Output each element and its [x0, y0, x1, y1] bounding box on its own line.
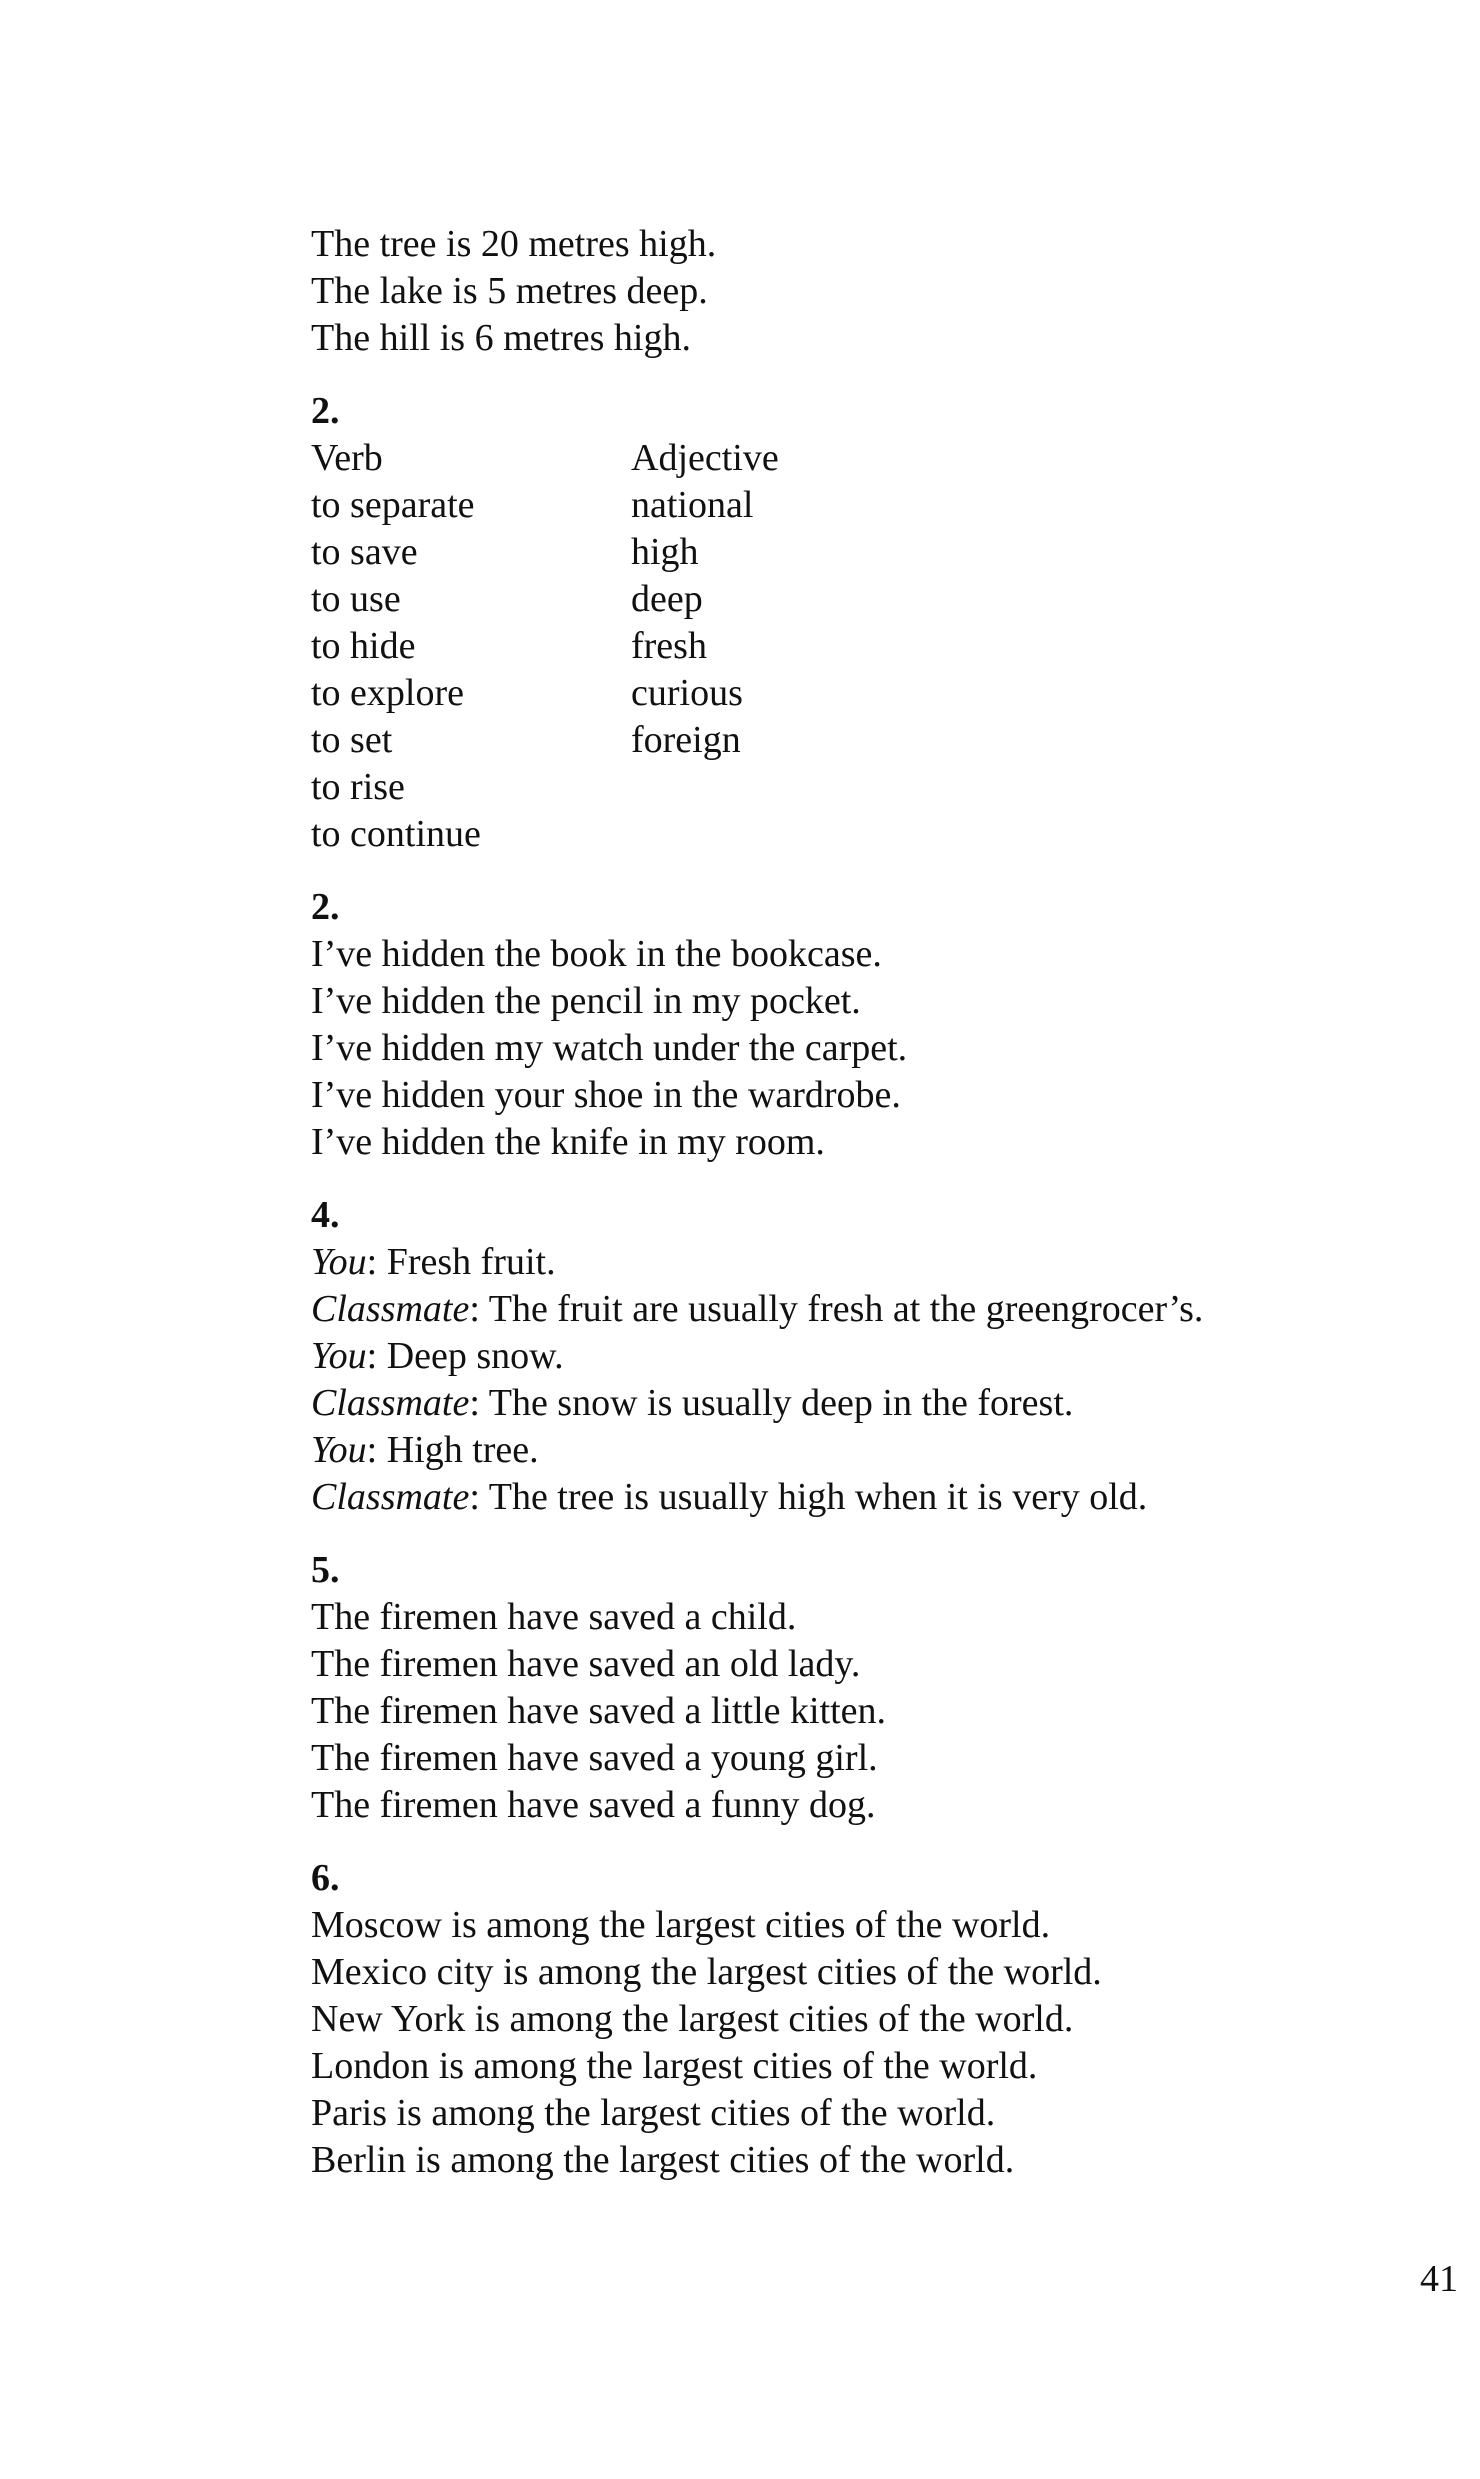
adjective-cell: curious [631, 672, 743, 714]
text-line: I’ve hidden your shoe in the wardrobe. [311, 1074, 901, 1116]
text-line: I’ve hidden the book in the bookcase. [311, 933, 882, 975]
verb-cell: to set [311, 719, 393, 761]
verb-cell: to explore [311, 672, 465, 714]
text-line: I’ve hidden the knife in my room. [311, 1121, 825, 1163]
text-line: The firemen have saved a funny dog. [311, 1784, 876, 1826]
speaker-name: You [311, 1429, 367, 1471]
adjective-cell: deep [631, 578, 703, 620]
table-row [311, 529, 1411, 576]
dialogue-text: : The fruit are usually fresh at the greengrocer’s. [469, 1288, 1204, 1330]
text-line: The firemen have saved a child. [311, 1596, 797, 1638]
table-row [311, 670, 1411, 717]
section-2-hidden [311, 884, 1411, 1166]
verb-cell: to rise [311, 766, 405, 808]
exercise-number: 2. [311, 886, 340, 928]
dialogue-text: : The tree is usually high when it is very old. [469, 1476, 1148, 1518]
adjective-cell: foreign [631, 719, 741, 761]
adjective-cell: high [631, 531, 699, 573]
table-row [311, 811, 1411, 858]
table-row [311, 482, 1411, 529]
column-header-verb: Verb [311, 437, 383, 479]
section-4-dialogue [311, 1192, 1411, 1521]
verb-cell: to hide [311, 625, 416, 667]
dialogue-line [311, 1380, 1411, 1427]
page-number: 41 [1420, 2258, 1458, 2300]
text-line: The hill is 6 metres high. [311, 317, 691, 359]
exercise-number: 2. [311, 390, 340, 432]
table-row [311, 764, 1411, 811]
section-gap [311, 858, 1411, 884]
text-line: The firemen have saved a little kitten. [311, 1690, 887, 1732]
adjective-cell: fresh [631, 625, 707, 667]
text-line: I’ve hidden the pencil in my pocket. [311, 980, 861, 1022]
exercise-number: 6. [311, 1857, 340, 1899]
speaker-name: Classmate [311, 1476, 470, 1518]
dialogue-text: : Fresh fruit. [366, 1241, 556, 1283]
dialogue-line [311, 1286, 1411, 1333]
dialogue-text: : The snow is usually deep in the forest. [469, 1382, 1074, 1424]
section-gap [311, 1521, 1411, 1547]
speaker-name: You [311, 1241, 367, 1283]
dialogue-line [311, 1239, 1411, 1286]
table-header-row [311, 435, 1411, 482]
verb-cell: to use [311, 578, 401, 620]
text-line: Paris is among the largest cities of the world. [311, 2092, 996, 2134]
table-row [311, 576, 1411, 623]
text-line: The tree is 20 metres high. [311, 223, 717, 265]
section-gap [311, 1829, 1411, 1855]
exercise-number: 5. [311, 1549, 340, 1591]
page-content [311, 221, 1411, 2184]
text-line: New York is among the largest cities of the world. [311, 1998, 1074, 2040]
section-gap [311, 1166, 1411, 1192]
intro-block [311, 221, 1411, 362]
exercise-number: 4. [311, 1194, 340, 1236]
dialogue-text: : Deep snow. [366, 1335, 564, 1377]
text-line: Berlin is among the largest cities of the world. [311, 2139, 1015, 2181]
dialogue-line [311, 1427, 1411, 1474]
text-line: Moscow is among the largest cities of the world. [311, 1904, 1051, 1946]
section-gap [311, 362, 1411, 388]
column-header-adjective: Adjective [631, 437, 779, 479]
text-line: The firemen have saved a young girl. [311, 1737, 878, 1779]
verb-cell: to separate [311, 484, 475, 526]
speaker-name: Classmate [311, 1288, 470, 1330]
dialogue-line [311, 1333, 1411, 1380]
text-line: Mexico city is among the largest cities of the world. [311, 1951, 1102, 1993]
section-2-verbs-adjectives [311, 388, 1411, 858]
section-5-firemen [311, 1547, 1411, 1829]
text-line: The lake is 5 metres deep. [311, 270, 708, 312]
adjective-cell: national [631, 484, 754, 526]
text-line: The firemen have saved an old lady. [311, 1643, 861, 1685]
dialogue-text: : High tree. [366, 1429, 539, 1471]
table-row [311, 623, 1411, 670]
text-line: London is among the largest cities of the world. [311, 2045, 1038, 2087]
speaker-name: You [311, 1335, 367, 1377]
speaker-name: Classmate [311, 1382, 470, 1424]
dialogue-line [311, 1474, 1411, 1521]
table-row [311, 717, 1411, 764]
verb-cell: to save [311, 531, 418, 573]
section-6-cities [311, 1855, 1411, 2184]
text-line: I’ve hidden my watch under the carpet. [311, 1027, 908, 1069]
verb-cell: to continue [311, 813, 481, 855]
